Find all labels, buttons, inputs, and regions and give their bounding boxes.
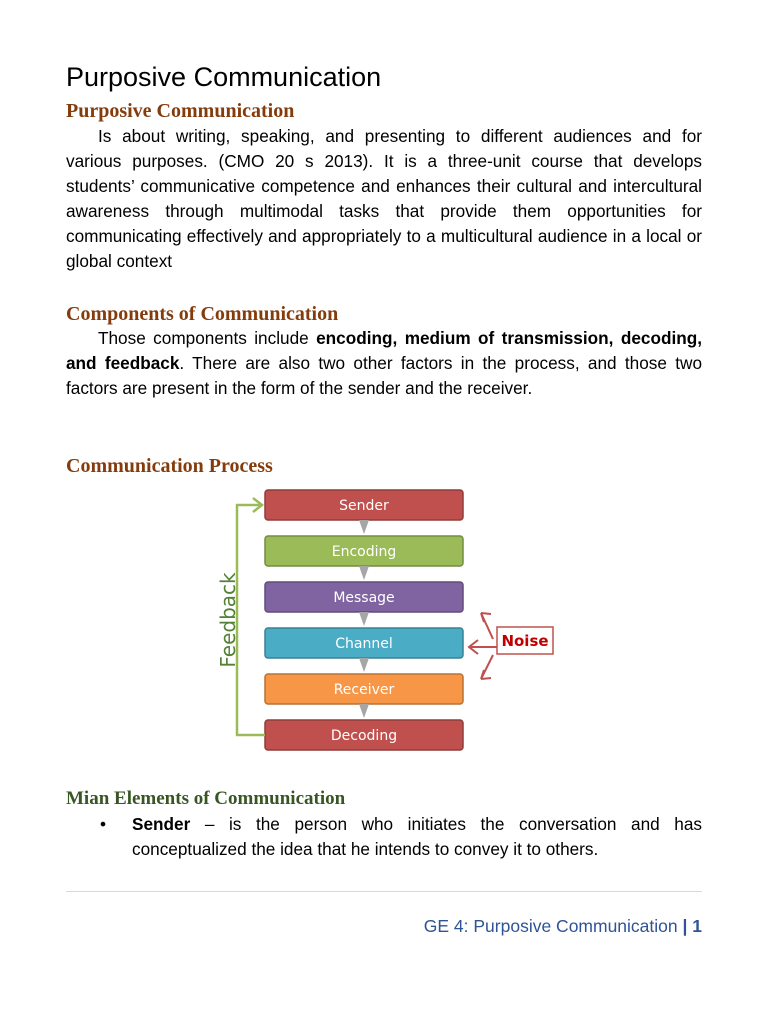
page-footer: [424, 916, 702, 937]
process-step-label: Channel: [335, 636, 393, 652]
footer-text: GE 4: Purposive Communication: [423, 916, 678, 936]
section-heading-components: Components of Communication: [66, 303, 339, 325]
flow-arrow: [359, 658, 369, 672]
footer-separator: |: [677, 916, 693, 936]
noise-arrows: [469, 613, 497, 679]
page-number: 1: [692, 916, 702, 936]
process-step-label: Decoding: [330, 728, 398, 744]
purposive-paragraph: Is about writing, speaking, and presenting to different audiences and for various purposes. (CMO 20 s 2013). It is a three-unit course that develops students’ communicative competence and enhances their cultural and intercultural awareness through multimodal tasks that provide them opportunities for communicating effectively and appropriately to a multicultural audience in a local or global context: [66, 126, 702, 271]
flow-arrow: [359, 704, 369, 718]
process-step-label: Message: [333, 590, 395, 606]
components-text-start: Those components include: [98, 328, 317, 348]
feedback-loop: [216, 498, 265, 735]
noise-group: [469, 613, 553, 679]
element-term: Sender: [132, 814, 191, 834]
section-heading-process: Communication Process: [66, 455, 273, 477]
section-heading-elements: Mian Elements of Communication: [66, 788, 346, 809]
section-heading-purposive: Purposive Communication: [66, 100, 295, 122]
components-text-bold: encoding, medium of transmission, decoding, and feedback: [66, 328, 702, 373]
elements-list: [66, 812, 702, 862]
list-item: [66, 812, 702, 862]
feedback-line: [237, 505, 265, 735]
components-paragraph: [66, 326, 702, 401]
bullet-icon: •: [100, 814, 107, 834]
feedback-label: Feedback: [216, 572, 240, 668]
process-step-label: Encoding: [331, 544, 397, 560]
flow-arrow: [359, 520, 369, 534]
process-steps: [265, 490, 463, 750]
process-step-label: Sender: [339, 498, 389, 514]
communication-process-diagram: [205, 482, 565, 752]
flow-arrow: [359, 612, 369, 626]
page-title: Purposive Communication: [66, 62, 382, 92]
noise-label: Noise: [501, 632, 549, 650]
footer-divider: [66, 891, 702, 892]
process-step-label: Receiver: [333, 682, 395, 698]
element-description: – is the person who initiates the conversation and has conceptualized the idea that he intends to convey it to others.: [132, 814, 702, 859]
flow-arrow: [359, 566, 369, 580]
components-text-end: . There are also two other factors in the process, and those two factors are present in the form of the sender and the receiver.: [66, 353, 702, 398]
